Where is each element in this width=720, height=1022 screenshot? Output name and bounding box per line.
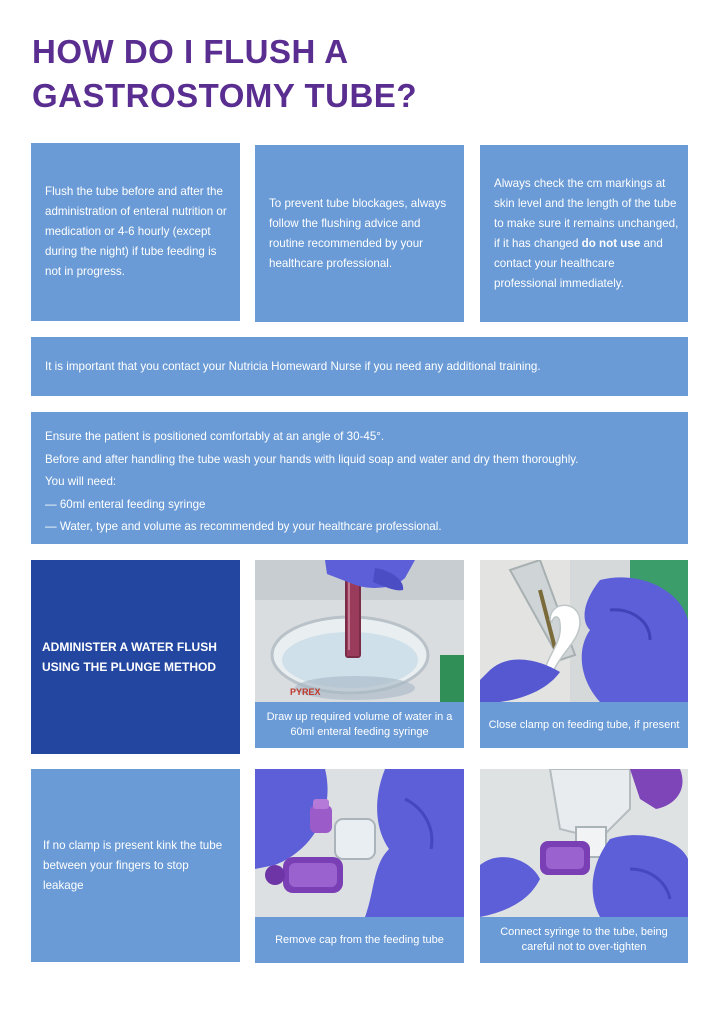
photo-closing-clamp (480, 560, 688, 702)
kink-tube-box (31, 769, 240, 962)
step-card-connect-syringe (480, 769, 688, 963)
kink-tube-text: If no clamp is present kink the tube between your fingers to stop leakage (43, 838, 223, 892)
step-card-draw-water (255, 560, 464, 748)
page-title (32, 30, 417, 118)
section-heading: ADMINISTER A WATER FLUSH USING THE PLUNGE METHOD (42, 640, 217, 674)
step-caption-draw-water: Draw up required volume of water in a 60ml enteral feeding syringe (266, 711, 453, 738)
info-box-check-markings-text (494, 174, 680, 294)
do-not-use-warning: do not use (581, 236, 641, 250)
step-caption-connect-syringe: Connect syringe to the tube, being careful not to over-tighten (500, 926, 668, 953)
preparation-box (31, 412, 688, 544)
step-card-close-clamp (480, 560, 688, 748)
step-card-remove-cap (255, 769, 464, 963)
page-title-line2: GASTROSTOMY TUBE? (32, 77, 417, 114)
info-box-prevent-blockages-text: To prevent tube blockages, always follow the flushing advice and routine recommended by your healthcare professional. (269, 196, 447, 270)
jug-brand-mark: PYREX (290, 687, 321, 697)
info-box-prevent-blockages (255, 145, 464, 322)
page-title-line1: HOW DO I FLUSH A (32, 33, 349, 70)
photo-removing-cap (255, 769, 464, 917)
photo-connecting-syringe (480, 769, 688, 917)
preparation-line-position: Ensure the patient is positioned comfortably at an angle of 30-45°. (45, 430, 385, 443)
training-notice (31, 337, 688, 396)
photo-syringe-in-water-jug (255, 560, 464, 702)
info-box-flush-timing (31, 143, 240, 321)
step-caption-close-clamp: Close clamp on feeding tube, if present (488, 718, 680, 731)
check-markings-text-part2: and contact your healthcare professional immediately. (494, 236, 663, 290)
info-box-flush-timing-text: Flush the tube before and after the administration of enteral nutrition or medication or 4-6 hourly (except during the night) if tube feeding is not in progress. (45, 185, 227, 278)
section-heading-box (31, 560, 240, 754)
preparation-line-you-will-need: You will need: (45, 475, 117, 488)
preparation-line-wash-hands: Before and after handling the tube wash your hands with liquid soap and water and dry them thoroughly. (45, 452, 579, 466)
preparation-item-syringe: — 60ml enteral feeding syringe (45, 497, 206, 511)
preparation-item-water: — Water, type and volume as recommended by your healthcare professional. (45, 520, 442, 533)
info-box-check-markings (480, 145, 688, 322)
training-notice-text: It is important that you contact your Nutricia Homeward Nurse if you need any additional training. (45, 359, 541, 373)
check-markings-text-part1: Always check the cm markings at skin level and the length of the tube to make sure it remains unchanged, if it has changed (494, 176, 679, 250)
step-caption-remove-cap: Remove cap from the feeding tube (275, 933, 444, 946)
